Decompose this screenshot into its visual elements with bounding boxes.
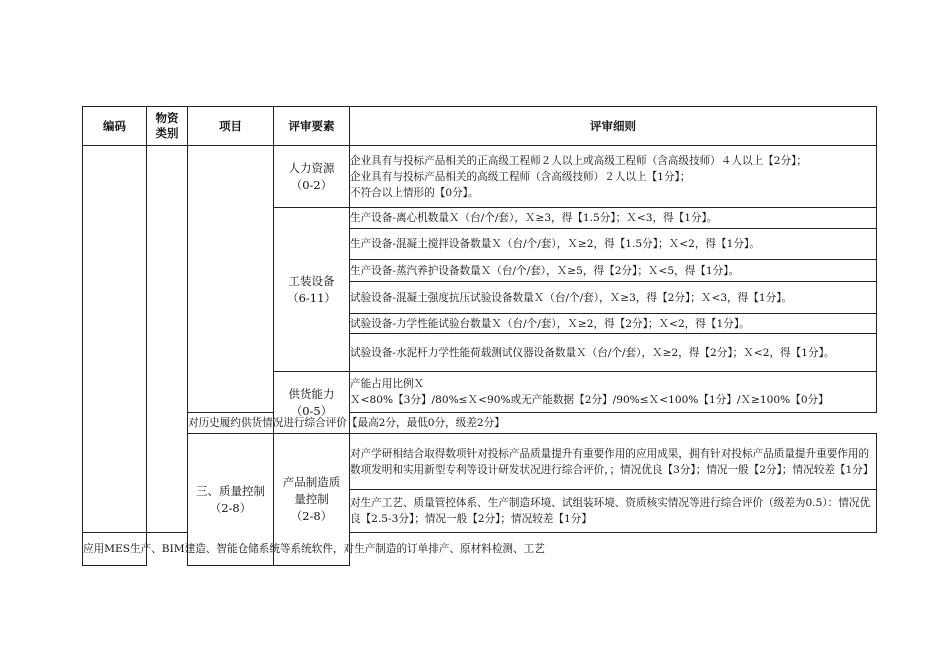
detail-quality-3: 应用MES生产、BIM建造、智能仓储系统等系统软件，对生产制造的订单排产、原材料检测、工艺 — [83, 533, 147, 566]
review-criteria-table — [82, 106, 877, 566]
header-material-type — [147, 107, 188, 146]
project-quality-range: （2-8） — [209, 500, 252, 515]
material-type-cell — [147, 146, 188, 533]
detail-supply-capacity-line-1: 产能占用比例Ｘ — [350, 378, 425, 390]
element-quality-range: （2-8） — [290, 509, 333, 523]
detail-supply-capacity-line-2: Ｘ<80%【3分】/80%≤Ｘ<90%或无产能数据【2分】/90%≤Ｘ<100%【1分】/Ｘ≥100%【0分】 — [350, 394, 829, 406]
detail-equipment-4: 试验设备-混凝土强度抗压试验设备数量Ｘ（台/个/套），Ｘ≥3，得【2分】；Ｘ<3，得【1分】。 — [350, 282, 877, 314]
detail-hr-line-3: 不符合以上情形的【0分】。 — [350, 186, 479, 199]
header-material-type-text: 物资类别 — [155, 111, 179, 140]
table-row-hr — [83, 146, 877, 208]
element-quality-name: 产品制造质量控制 — [282, 475, 341, 506]
detail-equipment-2: 生产设备-混凝土搅拌设备数量Ｘ（台/个/套），Ｘ≥2，得【1.5分】；Ｘ<2，得【1分】。 — [350, 229, 877, 260]
detail-supply-history: 对历史履约供货情况进行综合评价【最高2分，最低0分，级差2分】 — [188, 413, 274, 434]
element-equipment — [274, 208, 350, 372]
element-equipment-range: （6-11） — [287, 290, 336, 305]
element-supply-range: （0-5） — [290, 403, 333, 418]
table-row-quality-1 — [83, 434, 877, 490]
project-quality-name: 三、质量控制 — [196, 483, 265, 498]
element-hr-range: （0-2） — [290, 177, 333, 192]
detail-supply-capacity — [350, 372, 877, 413]
header-code: 编码 — [83, 107, 147, 146]
element-hr — [274, 146, 350, 208]
header-element: 评审要素 — [274, 107, 350, 146]
detail-equipment-1: 生产设备-离心机数量Ｘ（台/个/套），Ｘ≥3，得【1.5分】；Ｘ<3，得【1分】。 — [350, 208, 877, 229]
table-row-supply-history — [83, 413, 877, 434]
detail-equipment-3: 生产设备-蒸汽养护设备数量Ｘ（台/个/套），Ｘ≥5，得【2分】；Ｘ<5，得【1分】。 — [350, 260, 877, 282]
code-cell — [83, 146, 147, 533]
detail-equipment-6: 试验设备-水泥杆力学性能荷载测试仪器设备数量Ｘ（台/个/套），Ｘ≥2，得【2分】；Ｘ<2，得【1分】。 — [350, 334, 877, 372]
header-detail: 评审细则 — [350, 107, 877, 146]
element-equipment-name: 工装设备 — [288, 273, 335, 288]
header-project: 项目 — [188, 107, 274, 146]
detail-hr-line-1: 企业具有与投标产品相关的正高级工程师２人以上或高级工程师（含高级技师）４人以上【2分】； — [350, 154, 807, 167]
detail-hr-line-2: 企业具有与投标产品相关的高级工程师（含高级技师）２人以上【1分】； — [350, 170, 691, 183]
detail-quality-2: 对生产工艺、质量管控体系、生产制造环境、试组装环境、资质核实情况等进行综合评价（级差为0.5）：情况优良【2.5-3分】；情况一般【2分】；情况较差【1分】 — [350, 490, 877, 533]
element-hr-name: 人力资源 — [288, 160, 335, 175]
header-row — [83, 107, 877, 146]
project-cell-empty — [188, 146, 274, 413]
detail-equipment-5: 试验设备-力学性能试验台数量Ｘ（台/个/套），Ｘ≥2，得【2分】；Ｘ<2，得【1分】。 — [350, 314, 877, 334]
element-supply-name: 供货能力 — [288, 386, 335, 401]
detail-hr — [350, 146, 877, 208]
detail-quality-1: 对产学研相结合取得数项针对投标产品质量提升有重要作用的应用成果，拥有针对投标产品质量提升重要作用的数项发明和实用新型专利等设计研发状况进行综合评价，；情况优良【3分】；情况一般【2分】；情况较差【1分】 — [350, 434, 877, 490]
